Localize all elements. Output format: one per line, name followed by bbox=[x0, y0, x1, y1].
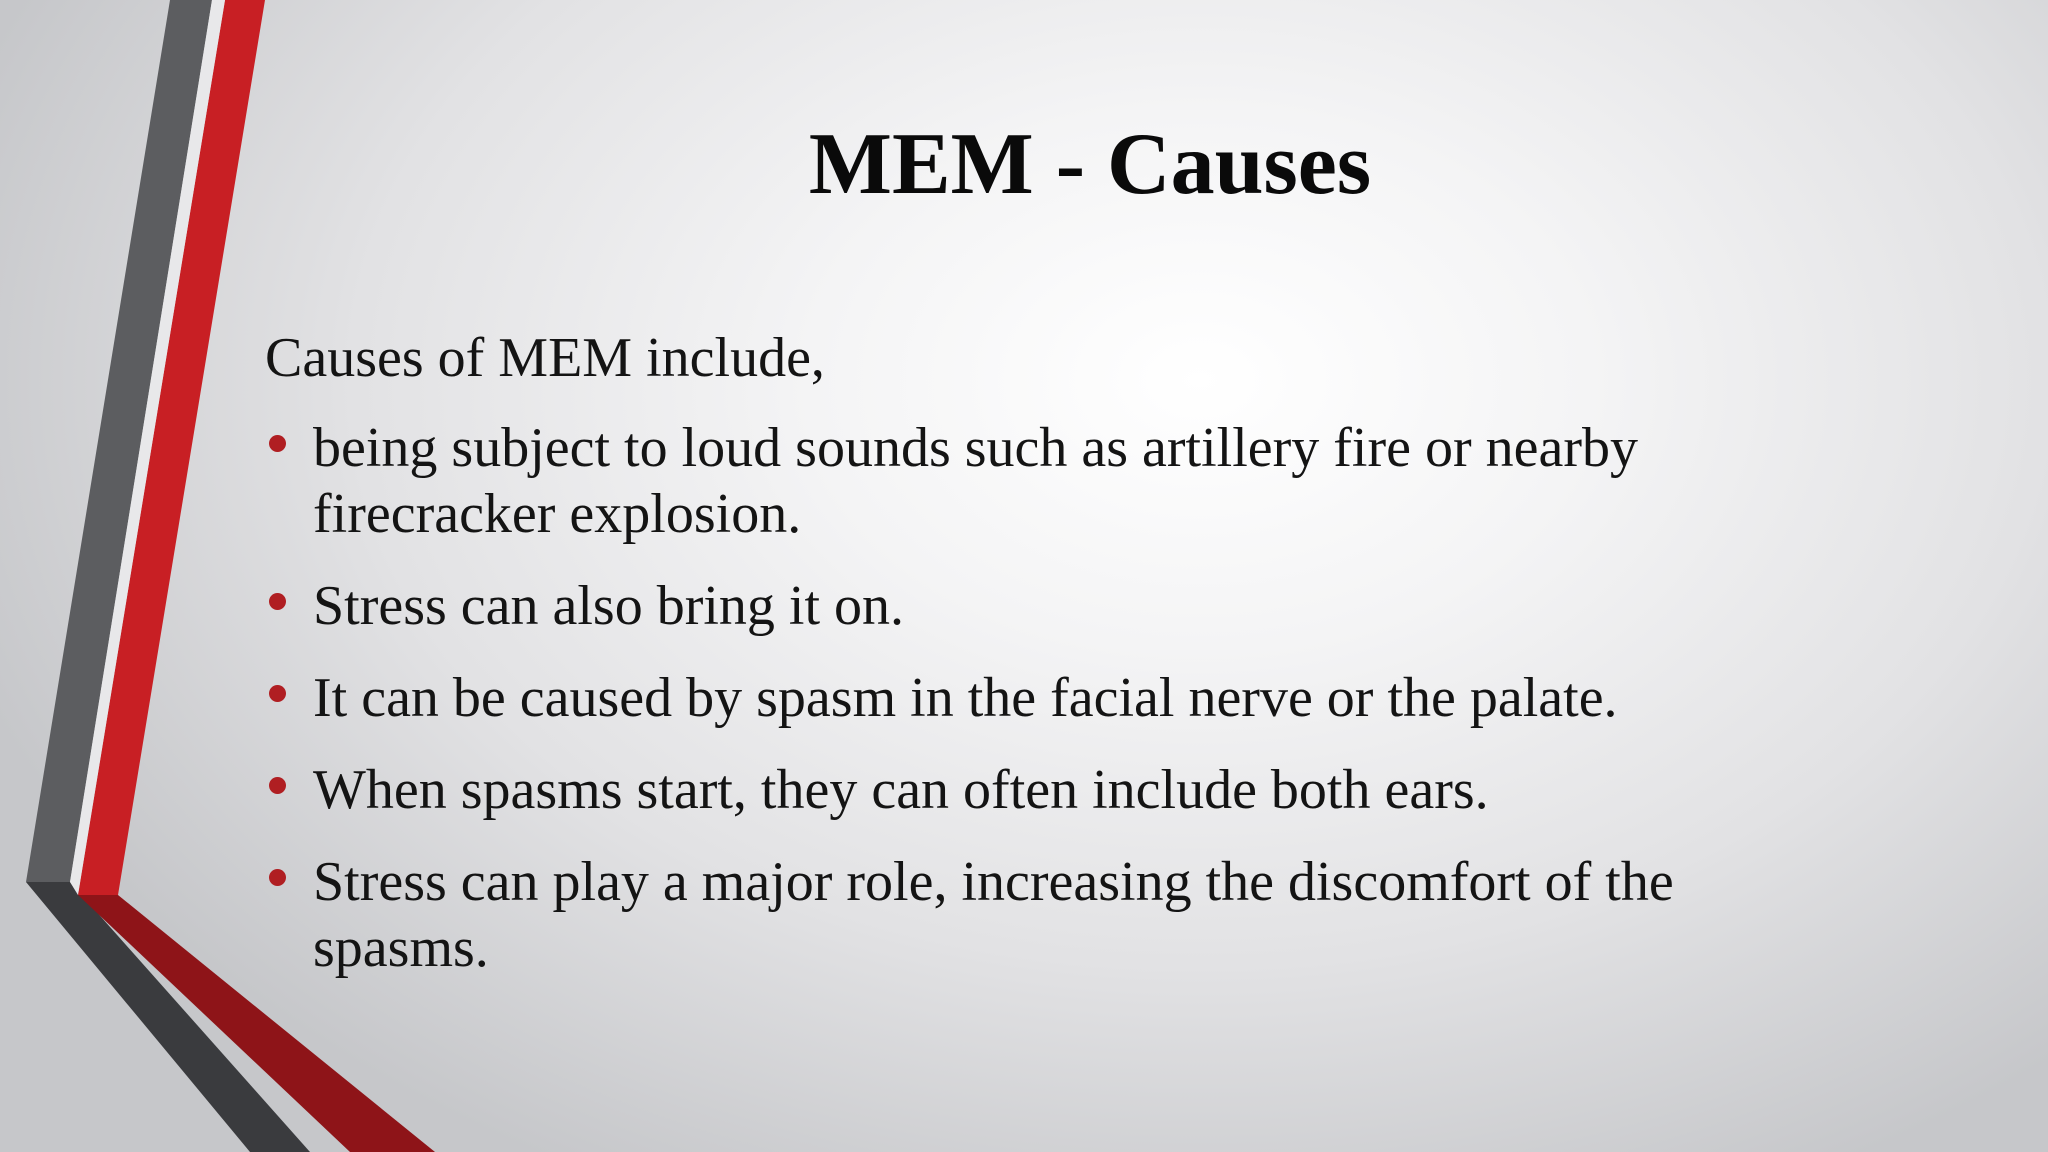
bullet-item bbox=[265, 665, 1825, 731]
bullet-list bbox=[265, 415, 1825, 981]
bullet-text: It can be caused by spasm in the facial nerve or the palate. bbox=[313, 667, 1618, 729]
bullet-text: Stress can play a major role, increasing the discomfort of the spasms. bbox=[313, 851, 1674, 979]
bullet-dot-icon bbox=[269, 593, 286, 610]
slide-title: MEM - Causes bbox=[808, 116, 1372, 213]
slide-body bbox=[265, 325, 1825, 1007]
bullet-dot-icon bbox=[269, 869, 286, 886]
bullet-item bbox=[265, 757, 1825, 823]
bullet-item bbox=[265, 573, 1825, 639]
bullet-text: Stress can also bring it on. bbox=[313, 575, 905, 637]
bullet-dot-icon bbox=[269, 777, 286, 794]
stripe-highlight bbox=[70, 0, 225, 895]
intro-text: Causes of MEM include, bbox=[265, 327, 825, 389]
bullet-item bbox=[265, 849, 1825, 981]
bullet-text: When spasms start, they can often include both ears. bbox=[313, 759, 1489, 821]
bullet-dot-icon bbox=[269, 435, 286, 452]
bullet-text: being subject to loud sounds such as artillery fire or nearby firecracker explosion. bbox=[313, 417, 1638, 545]
bullet-dot-icon bbox=[269, 685, 286, 702]
bullet-item bbox=[265, 415, 1825, 547]
